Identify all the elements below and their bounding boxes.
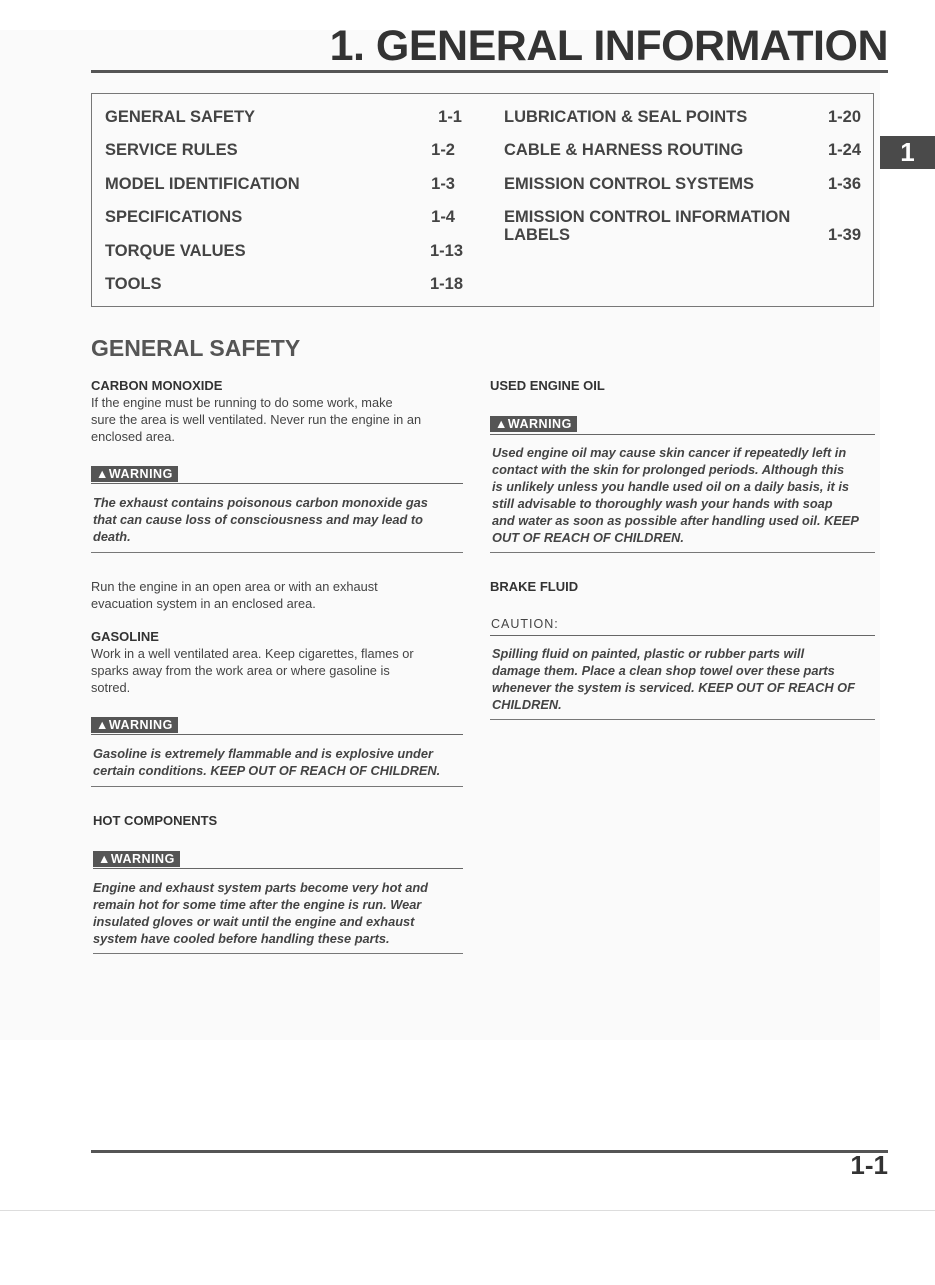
warning-triangle-icon: ▲ xyxy=(495,417,508,431)
text-line: and water as soon as possible after handling used oil. KEEP xyxy=(492,513,859,528)
text-line: The exhaust contains poisonous carbon monoxide gas xyxy=(93,495,428,510)
warning-rule xyxy=(490,434,875,435)
toc-item-cable-harness-routing[interactable]: CABLE & HARNESS ROUTING xyxy=(504,141,744,159)
toc-page: 1-20 xyxy=(827,108,861,126)
warning-badge xyxy=(91,466,178,482)
toc-item-emission-control-information-line2[interactable]: LABELS xyxy=(504,226,570,244)
warning-triangle-icon: ▲ xyxy=(96,467,109,481)
toc-page: 1-36 xyxy=(827,175,861,193)
subheading-hot-components: HOT COMPONENTS xyxy=(93,813,218,828)
warning-end-rule xyxy=(91,552,463,553)
warning-rule xyxy=(93,868,463,869)
toc-item-torque-values[interactable]: TORQUE VALUES xyxy=(105,242,246,260)
caution-text-brake-fluid xyxy=(492,645,876,713)
text-line: sure the area is well ventilated. Never run the engine in an xyxy=(91,412,422,427)
text-line: Gasoline is extremely flammable and is explosive under xyxy=(93,746,433,761)
warning-text-gasoline xyxy=(93,745,465,779)
text-line: Run the engine in an open area or with an exhaust xyxy=(91,579,378,594)
text-line: whenever the system is serviced. KEEP OUT OF REACH OF xyxy=(492,680,855,695)
paragraph-gasoline xyxy=(91,645,463,696)
warning-end-rule xyxy=(91,786,463,787)
caution-end-rule xyxy=(490,719,875,720)
page-number: 1-1 xyxy=(850,1150,888,1180)
text-line: Engine and exhaust system parts become very hot and xyxy=(93,880,428,895)
subheading-gasoline: GASOLINE xyxy=(91,629,159,644)
toc-item-lubrication-seal-points[interactable]: LUBRICATION & SEAL POINTS xyxy=(504,108,748,126)
text-line: CHILDREN. xyxy=(492,697,562,712)
toc-page: 1-1 xyxy=(438,108,462,126)
toc-page: 1-3 xyxy=(431,175,455,193)
toc-page: 1-39 xyxy=(827,226,861,244)
toc-page: 1-2 xyxy=(431,141,455,159)
warning-badge xyxy=(490,416,577,432)
text-line: evacuation system in an enclosed area. xyxy=(91,596,316,611)
text-line: sparks away from the work area or where gasoline is xyxy=(91,663,390,678)
toc-page: 1-18 xyxy=(429,275,463,293)
warning-end-rule xyxy=(93,953,463,954)
warning-badge xyxy=(93,851,180,867)
text-line: Used engine oil may cause skin cancer if repeatedly left in xyxy=(492,445,847,460)
text-line: remain hot for some time after the engine is run. Wear xyxy=(93,897,422,912)
warning-text-hot-components xyxy=(93,879,463,947)
warning-label: WARNING xyxy=(108,467,173,481)
toc-item-general-safety[interactable]: GENERAL SAFETY xyxy=(105,108,256,126)
warning-rule xyxy=(91,483,463,484)
warning-badge xyxy=(91,717,178,733)
toc-item-service-rules[interactable]: SERVICE RULES xyxy=(105,141,238,159)
paragraph-open-area xyxy=(91,578,463,612)
caution-label: CAUTION: xyxy=(491,617,559,631)
toc-page: 1-24 xyxy=(827,141,861,159)
chapter-title: 1. GENERAL INFORMATION xyxy=(329,22,888,70)
footer-rule xyxy=(91,1150,888,1153)
text-line: sotred. xyxy=(91,680,131,695)
text-line: system have cooled before handling these parts. xyxy=(93,931,390,946)
text-line: insulated gloves or wait until the engine and exhaust xyxy=(93,914,415,929)
subheading-used-engine-oil: USED ENGINE OIL xyxy=(490,378,605,393)
warning-end-rule xyxy=(490,552,875,553)
warning-triangle-icon: ▲ xyxy=(96,718,109,732)
chapter-tab-marker: 1 xyxy=(880,136,935,169)
subheading-brake-fluid: BRAKE FLUID xyxy=(490,579,579,594)
text-line: contact with the skin for prolonged periods. Although this xyxy=(492,462,845,477)
text-line: If the engine must be running to do some work, make xyxy=(91,395,393,410)
subheading-carbon-monoxide: CARBON MONOXIDE xyxy=(91,378,223,393)
text-line: enclosed area. xyxy=(91,429,175,444)
toc-item-emission-control-information[interactable]: EMISSION CONTROL INFORMATION xyxy=(504,208,791,226)
text-line: death. xyxy=(93,529,131,544)
text-line: Work in a well ventilated area. Keep cigarettes, flames or xyxy=(91,646,414,661)
warning-label: WARNING xyxy=(110,852,175,866)
warning-text-carbon-monoxide xyxy=(93,494,463,545)
toc-item-emission-control-systems[interactable]: EMISSION CONTROL SYSTEMS xyxy=(504,175,754,193)
text-line: is unlikely unless you handle used oil on a daily basis, it is xyxy=(492,479,849,494)
toc-page: 1-13 xyxy=(429,242,463,260)
toc-item-tools[interactable]: TOOLS xyxy=(105,275,162,293)
warning-label: WARNING xyxy=(108,718,173,732)
text-line: Spilling fluid on painted, plastic or rubber parts will xyxy=(492,646,805,661)
toc-page: 1-4 xyxy=(431,208,455,226)
section-title: GENERAL SAFETY xyxy=(91,335,301,361)
text-line: OUT OF REACH OF CHILDREN. xyxy=(492,530,684,545)
warning-triangle-icon: ▲ xyxy=(98,852,111,866)
warning-label: WARNING xyxy=(507,417,572,431)
warning-text-used-engine-oil xyxy=(492,444,876,546)
text-line: that can cause loss of consciousness and may lead to xyxy=(93,512,423,527)
text-line: still advisable to thoroughly wash your hands with soap xyxy=(492,496,833,511)
paragraph-carbon-monoxide xyxy=(91,394,463,445)
text-line: damage them. Place a clean shop towel over these parts xyxy=(492,663,835,678)
scan-edge-rule xyxy=(0,1210,935,1211)
caution-rule xyxy=(490,635,875,636)
toc-item-specifications[interactable]: SPECIFICATIONS xyxy=(105,208,243,226)
text-line: certain conditions. KEEP OUT OF REACH OF CHILDREN. xyxy=(93,763,441,778)
toc-item-model-identification[interactable]: MODEL IDENTIFICATION xyxy=(105,175,300,193)
warning-rule xyxy=(91,734,463,735)
title-rule xyxy=(91,70,888,73)
